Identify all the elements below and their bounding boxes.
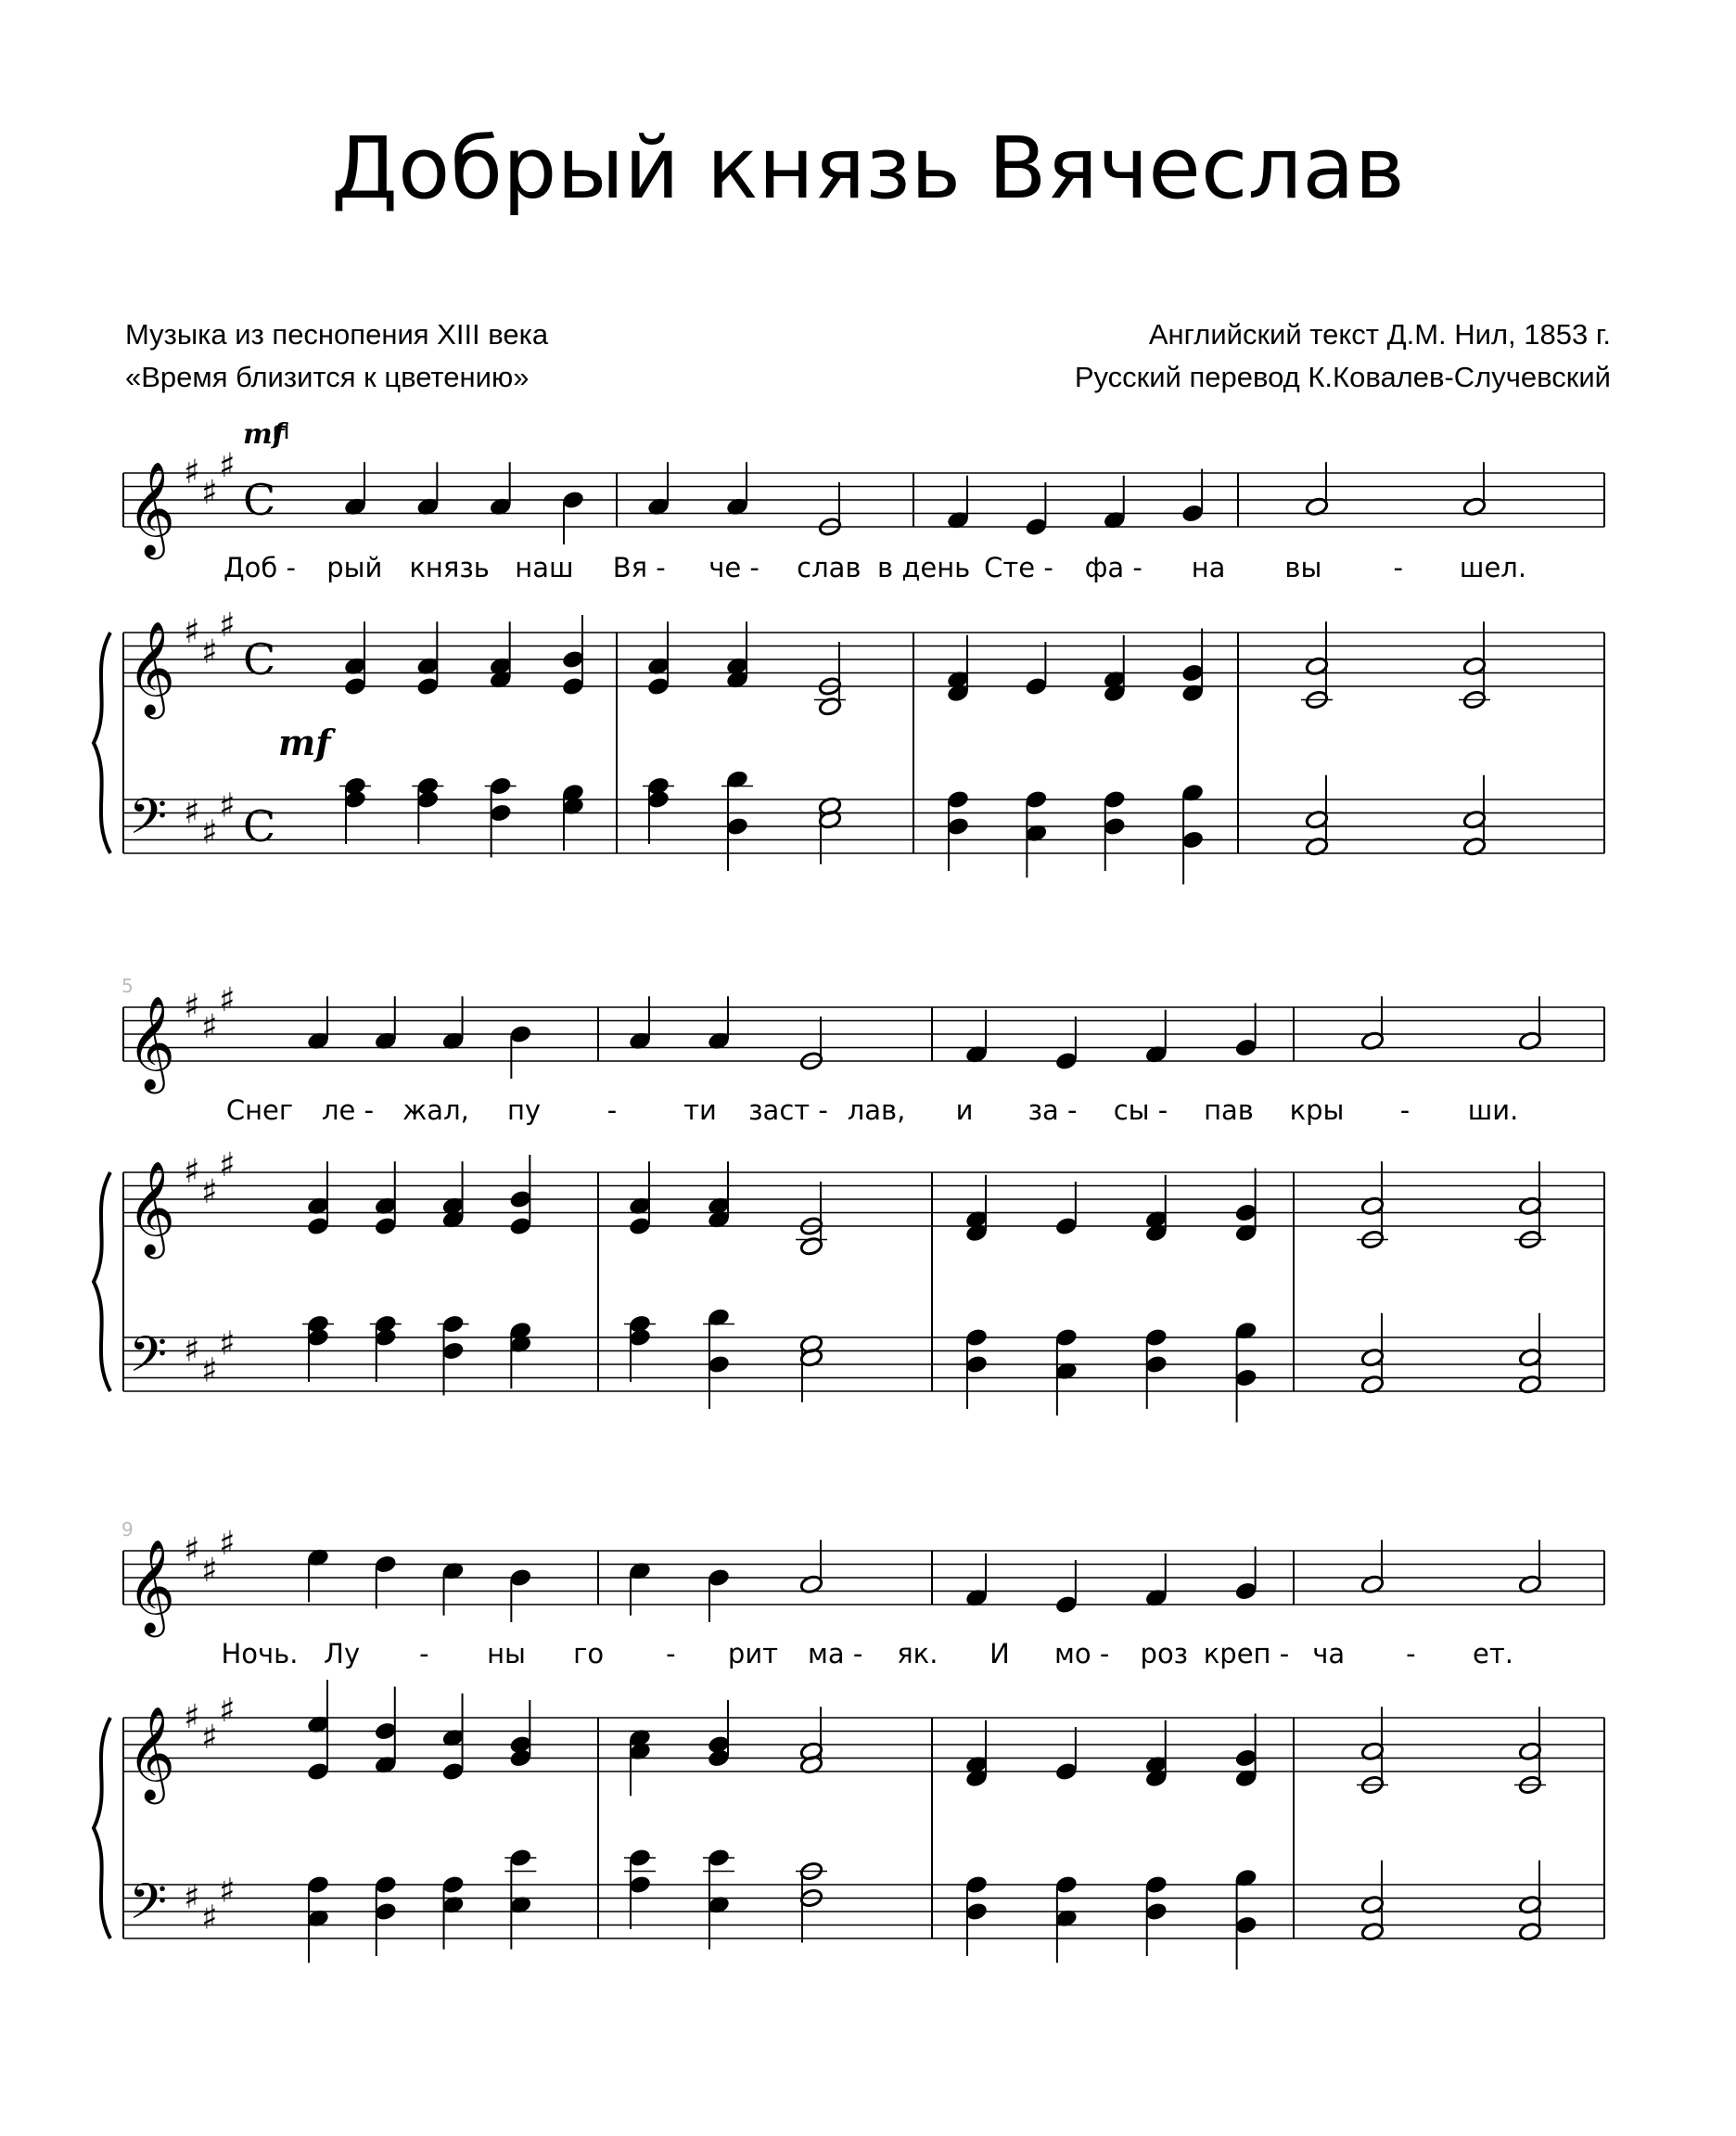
lyric-syllable: Ночь. bbox=[221, 1638, 299, 1669]
lyric-syllable: - bbox=[606, 1094, 618, 1126]
sharp-icon: ♯ bbox=[219, 1872, 236, 1911]
sharp-icon: ♯ bbox=[201, 1899, 218, 1938]
lyric-syllable: пу bbox=[506, 1094, 542, 1126]
lyric-syllable: Снег bbox=[225, 1094, 294, 1126]
sharp-icon: ♯ bbox=[184, 1698, 200, 1736]
lyric-syllable: ле - bbox=[321, 1094, 375, 1126]
lyric-syllable: ши. bbox=[1467, 1094, 1519, 1126]
lyric-syllable: жал, bbox=[402, 1094, 469, 1126]
lyric-syllable: ти bbox=[683, 1094, 717, 1126]
piano-brace bbox=[94, 1718, 110, 1938]
sharp-icon: ♯ bbox=[184, 454, 200, 492]
time-signature: C bbox=[243, 475, 276, 525]
treble-clef-icon: 𝄞 bbox=[127, 620, 176, 715]
lyric-syllable: на bbox=[1191, 552, 1226, 583]
lyric-syllable: - bbox=[1406, 1638, 1416, 1669]
sharp-icon: ♯ bbox=[184, 793, 200, 832]
system-2 bbox=[94, 975, 1604, 1423]
treble-clef-icon: 𝄞 bbox=[127, 1538, 176, 1633]
piano-brace bbox=[94, 1172, 110, 1391]
lyric-syllable: слав bbox=[797, 552, 862, 583]
piano-brace bbox=[94, 633, 110, 853]
bass-clef-icon: 𝄢 bbox=[129, 1874, 168, 1943]
sharp-icon: ♯ bbox=[201, 1007, 218, 1046]
sharp-icon: ♯ bbox=[219, 1524, 236, 1563]
treble-clef-icon: 𝄞 bbox=[127, 1159, 176, 1255]
lyric-syllable: мо - bbox=[1054, 1638, 1110, 1669]
lyric-syllable: Сте - bbox=[984, 552, 1053, 583]
treble-clef-icon: 𝄞 bbox=[127, 1705, 176, 1800]
sharp-icon: ♯ bbox=[219, 1691, 236, 1730]
treble-clef-icon: 𝄞 bbox=[127, 460, 176, 556]
sharp-icon: ♯ bbox=[201, 1718, 218, 1757]
measure-number: 9 bbox=[121, 1518, 134, 1541]
lyric-syllable: за - bbox=[1028, 1094, 1078, 1126]
sharp-icon: ♯ bbox=[184, 1153, 200, 1191]
lyric-syllable: в день bbox=[877, 552, 971, 583]
sharp-icon: ♯ bbox=[201, 813, 218, 852]
page-title: Добрый князь Вячеслав bbox=[331, 119, 1405, 218]
dynamic-mark: mf bbox=[243, 418, 285, 451]
lyric-syllable: - bbox=[419, 1638, 429, 1669]
lyric-syllable: Вя - bbox=[612, 552, 666, 583]
lyric-syllable: кры bbox=[1289, 1094, 1345, 1126]
lyric-syllable: Лу bbox=[324, 1638, 361, 1669]
lyric-syllable: заст - bbox=[748, 1094, 828, 1126]
sharp-icon: ♯ bbox=[184, 1531, 200, 1569]
music-credit-line-1: Музыка из песнопения XIII века bbox=[125, 318, 549, 351]
lyric-syllable: - bbox=[1399, 1094, 1410, 1126]
lyric-syllable: и bbox=[955, 1094, 974, 1126]
lyric-syllable: наш bbox=[515, 552, 574, 583]
lyric-syllable: И bbox=[989, 1638, 1010, 1669]
lyric-syllable: фа - bbox=[1084, 552, 1142, 583]
sharp-icon: ♯ bbox=[184, 613, 200, 651]
sharp-icon: ♯ bbox=[219, 787, 236, 825]
lyric-syllable: ет. bbox=[1473, 1638, 1513, 1669]
lyric-syllable: креп - bbox=[1203, 1638, 1290, 1669]
lyric-syllable: ны bbox=[487, 1638, 526, 1669]
sharp-icon: ♯ bbox=[201, 633, 218, 671]
treble-clef-icon: 𝄞 bbox=[127, 994, 176, 1090]
time-signature: C bbox=[243, 634, 276, 684]
lyric-syllable: роз bbox=[1140, 1638, 1189, 1669]
system-3 bbox=[94, 1518, 1604, 1970]
sharp-icon: ♯ bbox=[219, 606, 236, 645]
lyric-syllable: че - bbox=[708, 552, 760, 583]
sharp-icon: ♯ bbox=[184, 988, 200, 1026]
text-credit-line-1: Английский текст Д.М. Нил, 1853 г. bbox=[1148, 318, 1611, 351]
lyric-syllable: лав, bbox=[847, 1094, 906, 1126]
bass-clef-icon: 𝄢 bbox=[129, 1326, 168, 1396]
lyric-syllable: Доб - bbox=[223, 552, 296, 583]
measure-number: 5 bbox=[121, 975, 134, 997]
music-credit-line-2: «Время близится к цветению» bbox=[125, 361, 530, 393]
lyric-syllable: го bbox=[573, 1638, 605, 1669]
sharp-icon: ♯ bbox=[201, 1351, 218, 1390]
lyric-syllable: як. bbox=[897, 1638, 938, 1669]
sharp-icon: ♯ bbox=[219, 446, 236, 485]
lyric-syllable: князь bbox=[409, 552, 490, 583]
sharp-icon: ♯ bbox=[201, 1172, 218, 1211]
lyric-syllable: ма - bbox=[807, 1638, 863, 1669]
dynamic-mark: mf bbox=[278, 722, 331, 763]
sharp-icon: ♯ bbox=[184, 1878, 200, 1917]
system-1 bbox=[94, 418, 1604, 885]
sharp-icon: ♯ bbox=[219, 1145, 236, 1184]
sharp-icon: ♯ bbox=[184, 1331, 200, 1370]
lyric-syllable: вы bbox=[1284, 552, 1322, 583]
text-credit-line-2: Русский перевод К.Ковалев-Случевский bbox=[1074, 361, 1611, 393]
lyric-syllable: - bbox=[666, 1638, 676, 1669]
sharp-icon: ♯ bbox=[219, 980, 236, 1019]
lyric-syllable: - bbox=[1393, 552, 1403, 583]
lyric-syllable: рит bbox=[727, 1638, 779, 1669]
lyric-syllable: пав bbox=[1204, 1094, 1254, 1126]
sharp-icon: ♯ bbox=[201, 473, 218, 512]
bass-clef-icon: 𝄢 bbox=[129, 788, 168, 858]
sharp-icon: ♯ bbox=[201, 1551, 218, 1590]
lyric-syllable: ча bbox=[1312, 1638, 1346, 1669]
lyric-syllable: сы - bbox=[1113, 1094, 1168, 1126]
sharp-icon: ♯ bbox=[219, 1324, 236, 1363]
lyric-syllable: шел. bbox=[1459, 552, 1527, 583]
lyric-syllable: рый bbox=[326, 552, 383, 583]
time-signature: C bbox=[243, 801, 276, 851]
